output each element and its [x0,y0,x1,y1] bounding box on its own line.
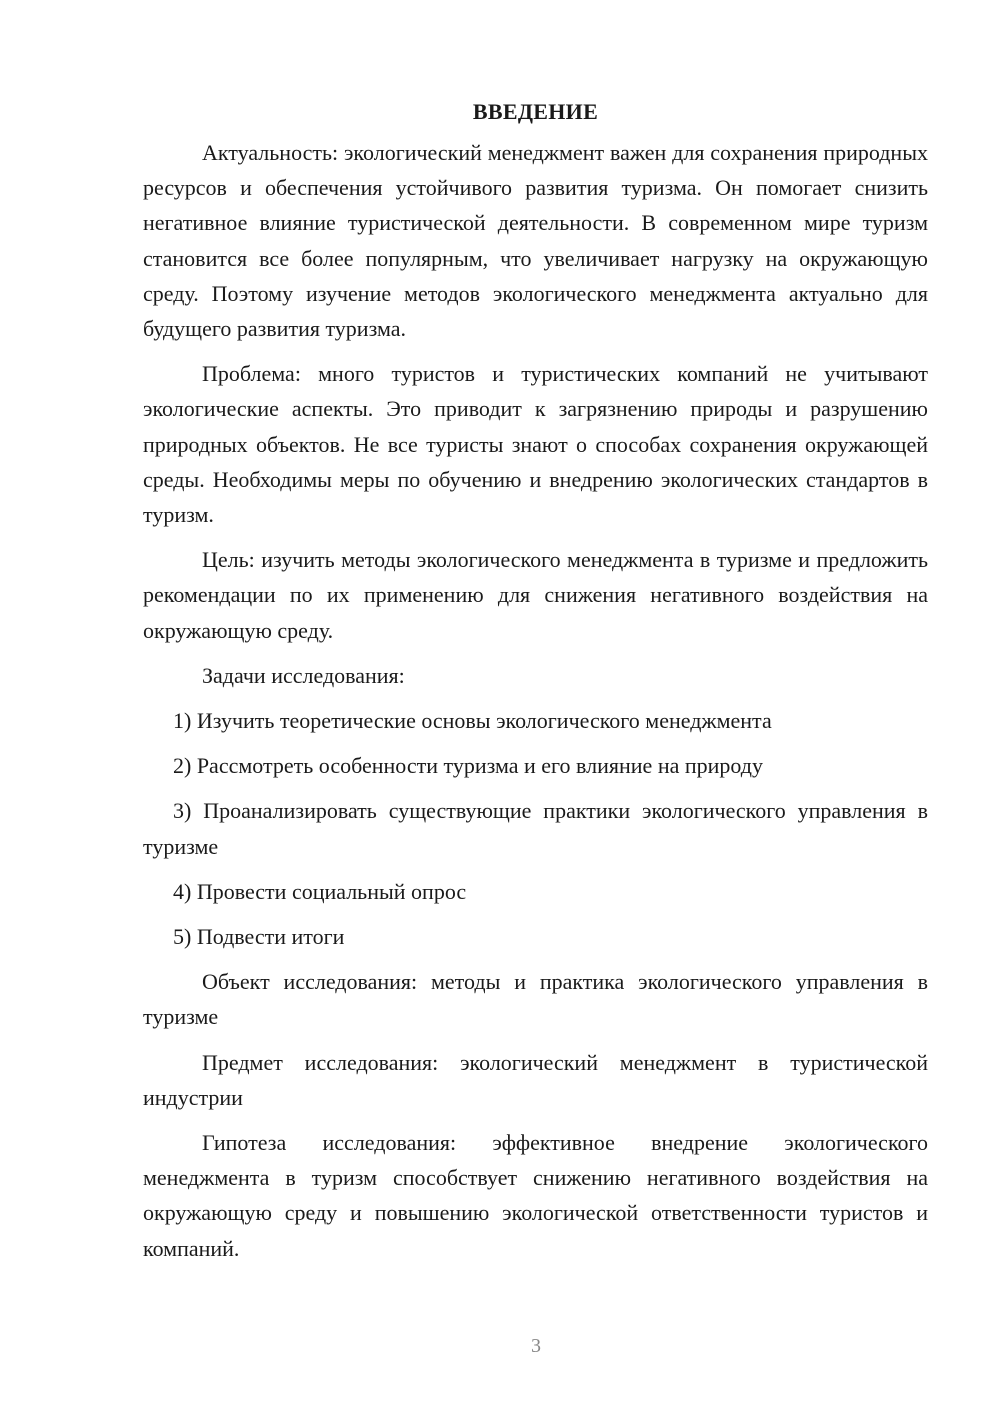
paragraph-problem: Проблема: много туристов и туристических компаний не учитывают экологические аспекты. Это приводит к загрязнению природы и разрушению природных объектов. Не все туристы знают о способах сохранения окружающей среды. Необходимы меры по обучению и внедрению экологических стандартов в туризм. [143,361,928,528]
list-item: 5) Подвести итоги [173,924,345,950]
paragraph-hypothesis: Гипотеза исследования: эффективное внедрение экологического менеджмента в туризм способствует снижению негативного воздействия на окружающую среду и повышению экологической ответственности туристов и компаний. [143,1130,928,1261]
paragraph-tasks-title: Задачи исследования: [202,662,405,688]
page-number: 3 [531,1335,541,1357]
list-item: 1) Изучить теоретические основы экологического менеджмента [173,708,772,734]
paragraph-subject: Предмет исследования: экологический менеджмент в туристической индустрии [143,1049,928,1110]
section-heading: ВВЕДЕНИЕ [472,99,599,124]
paragraph-relevance: Актуальность: экологический менеджмент важен для сохранения природных ресурсов и обеспечения устойчивого развития туризма. Он помогает снизить негативное влияние туристической деятельности. В современном мире туризм становится все более популярным, что увеличивает нагрузку на окружающую среду. Поэтому изучение методов экологического менеджмента актуально для будущего развития туризма. [143,140,928,342]
list-item: 2) Рассмотреть особенности туризма и его влияние на природу [173,753,763,779]
paragraph-object: Объект исследования: методы и практика экологического управления в туризме [143,969,928,1030]
list-item: 4) Провести социальный опрос [173,878,467,904]
page-content [143,94,928,1276]
list-item: 3) Проанализировать существующие практики экологического управления в туризме [143,798,928,859]
paragraph-goal: Цель: изучить методы экологического менеджмента в туризме и предложить рекомендации по их применению для снижения негативного воздействия на окружающую среду. [143,547,928,643]
tasks-list [143,703,928,954]
